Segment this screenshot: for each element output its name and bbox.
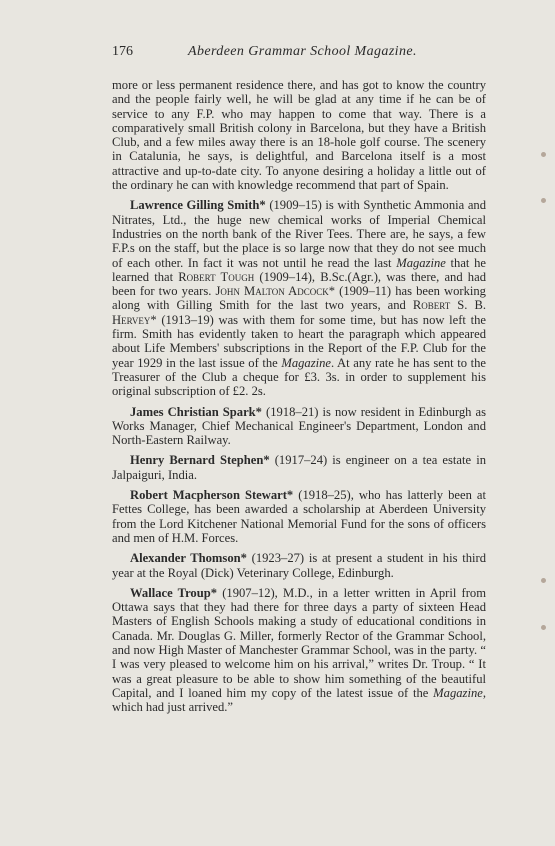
margin-spot	[541, 625, 546, 630]
paragraph-text: (1917–24) is engineer on a tea estate in Jalpaiguri, India.	[112, 453, 486, 482]
paragraph-thomson	[112, 551, 486, 580]
person-name: Alexander Thomson*	[130, 551, 247, 566]
paragraph-text: (1913–19) was with them for some time, but has now left the firm. Smith has evidently taken to heart the paragraph which appeared about Life Members' subscriptions in the Report of the F.P. Club for the year 1929 in the last issue of the	[112, 312, 486, 370]
person-name: James Christian Spark*	[130, 404, 262, 419]
paragraph-spark	[112, 405, 486, 448]
paragraph-text: (1909–14), B.Sc.(Agr.), was there, and had been for two years.	[112, 269, 486, 299]
article-body	[112, 78, 486, 720]
paragraph-troup	[112, 586, 486, 715]
page-number: 176	[112, 44, 133, 59]
paragraph-text: . At any rate he has sent to the Treasurer of the Club a cheque for £3. 3s. in order to supplement his original subscription of £2. 2s.	[112, 355, 487, 399]
magazine-title: Magazine	[281, 355, 332, 370]
paragraph-gilling-smith	[112, 198, 486, 398]
paragraph-text: more or less permanent residence there, and has got to know the country and the people fairly well, he will be glad at any time if he can be of service to any F.P. who may happen to come that way. There is a comparatively small British colony in Barcelona, but they have a British Club, and a few miles away there is an 18-hole golf course. The scenery in Catalunia, he says, is delightful, and Barcelona itself is a most attractive and up-to-date city. To anyone desiring a holiday a little out of the ordinary he can with knowledge recommend that part of Spain.	[112, 78, 486, 193]
person-name: Robert Macpherson Stewart*	[130, 488, 294, 503]
paragraph-text: (1918–21) is now resident in Edinburgh as Works Manager, Chief Mechanical Engineer's Department, London and North-Eastern Railway.	[112, 404, 486, 448]
person-name-smallcaps: Robert Tough	[178, 269, 255, 284]
paragraph-text: (1907–12), M.D., in a letter written in April from Ottawa says that they had there for three days a party of sixteen Head Masters of English Schools making a study of educational conditions in Canada. Mr. Douglas G. Miller, formerly Rector of the Grammar School, and now High Master of Manchester Grammar School, was in the party. “ I was very pleased to welcome him on his arrival,” writes Dr. Troup. “ It was a great pleasure to be able to show him something of the beautiful Capital, and I loaned him my copy of the latest issue of the	[112, 585, 486, 700]
margin-spot	[541, 198, 546, 203]
paragraph-text: (1923–27) is at present a student in his third year at the Royal (Dick) Veterinary College, Edinburgh.	[112, 551, 486, 580]
paragraph-stewart	[112, 488, 486, 545]
person-name: Lawrence Gilling Smith*	[130, 198, 266, 213]
paragraph-text: (1918–25), who has latterly been at Fettes College, has been awarded a scholarship at Aberdeen University from the Lord Kitchener National Memorial Fund for the sons of officers and men of H.M. Forces.	[112, 488, 486, 545]
magazine-title: Magazine	[396, 255, 446, 270]
person-name-smallcaps: John Malton Adcock*	[215, 284, 336, 299]
paragraph-continuation	[112, 78, 486, 192]
margin-spot	[541, 152, 546, 157]
paragraph-text: , which had just arrived.”	[112, 685, 486, 715]
person-name-smallcaps: Robert S. B. Hervey*	[112, 298, 486, 327]
paragraph-text: that he learned that	[112, 255, 486, 284]
paragraph-text: (1909–15) is with Synthetic Ammonia and Nitrates, Ltd., the huge new chemical works of Imperial Chemical Industries on the north bank of the River Tees. There are, he says, a few F.P.s on the staff, but the place is so large now that they do not see much of each other. In fact it was not until he read the last	[112, 198, 486, 270]
margin-spot	[541, 578, 546, 583]
person-name: Henry Bernard Stephen*	[130, 453, 270, 468]
paragraph-text: (1909–11) has been working along with Gilling Smith for the last two years, and	[112, 284, 486, 313]
paragraph-stephen	[112, 453, 486, 482]
magazine-title: Magazine	[433, 685, 483, 700]
person-name: Wallace Troup*	[130, 585, 218, 600]
running-title: Aberdeen Grammar School Magazine.	[188, 44, 417, 59]
